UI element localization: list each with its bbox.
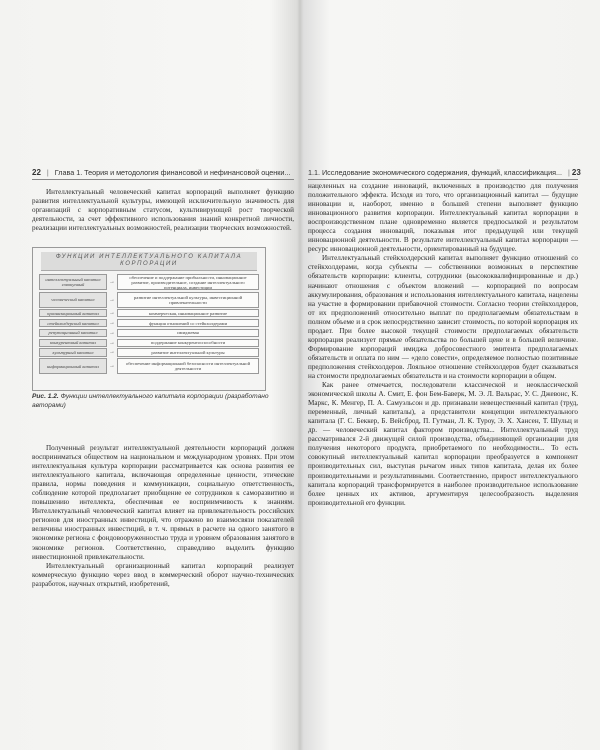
- figure-row-capital: человеческий капитал: [39, 292, 107, 308]
- paragraph: Полученный результат интеллектуальной деятельности корпораций должен восприниматься обществом на национальном и международном уровнях. При этом интеллектуальная культура корпорации рассматривается как основа развития ее интеллектуального капитала, включающая определенные ценности, этические правила, нормы поведения и коммуникации, социальную ответственность, соблюдение которой предполагает приобщение ее сотрудников к саморазвитию и повышению интеллекта, обеспечивая ее восприимчивость к знаниям. Интеллектуальный человеческий капитал влияет на привлекательность российских регионов для иностранных инвестиций, что отражено во взаимосвязи показателей величины иностранных инвестиций, в т. ч. прямых в расчете на одного занятого в экономике региона с фондовооруженностью труда и уровнем образования занятого в экономике регионов. Соответственно, справедливо выделить функцию инвестиционной привлекательности.: [32, 444, 294, 561]
- figure-row: [39, 358, 259, 374]
- figure-row-function: развитие интеллектуальной культуры: [117, 348, 259, 356]
- figure-row-function: имиджевая: [117, 329, 259, 337]
- figure-row-function: обеспечение и поддержание прибыльности, инновационное развитие, производительное, создание интеллектуального потенциала, инвестиции: [117, 274, 259, 290]
- paragraph: Интеллектуальный организационный капитал корпораций реализует коммерческую функцию через ввод в коммерческий оборот научно-технических разработок, научных открытий, изобретений,: [32, 561, 294, 588]
- left-chapter-title: Глава 1. Теория и методология финансовой и нефинансовой оценки...: [54, 167, 291, 177]
- running-head-separator: |: [46, 167, 49, 177]
- paragraph: Как ранее отмечается, последователи классической и неоклассической экономической школы А. Смит, Е. фон Бем-Баверк, М. Э. Л. Вальрас, У. С. Джевонс, К. Маркс, К. Менгер, П. А. Самуэльсон и др. признавали невещественный капитал (труд, переменный, личный капиталы), а представители концепции интеллектуального капитала (Г. С. Беккер, Б. Вейсброд, П. Гутман, Л. К. Туроу, Э. Х. Хансен, Т. Шульц и др. — человеческий капитал фактором производства... Интеллектуальный труд рассматривался 2-й движущей силой производства, объединяющей организации для получения некоторого продукта, приобретаемого по необходимости... То есть совокупный интеллектуальный капитал корпорации преобразуется в компонент производительных сил, выступая рычагом иных типов капитала, делая их более производительными и результативными. Соответственно, прирост интеллектуального капитала корпораций трансформируется в наиболее производительное использование более ценных их активов, аргументируя целесообразность выделения производительной его функции.: [308, 381, 578, 507]
- left-running-head: [32, 165, 294, 180]
- figure-caption-label: Рис. 1.2.: [32, 393, 59, 400]
- figure-row-function: поддержание конкурентоспособности: [117, 339, 259, 347]
- figure-row-function: коммерческая, инновационное развитие: [117, 309, 259, 317]
- paragraph: Интеллектуальный человеческий капитал корпораций выполняет функцию развития интеллектуальной культуры, имеющей исключительную значимость для организаций с корпоративным статусом, культивирующей рост творческой деятельности, за счет эффективного использования знаний конкретной личности, реализации интеллектуальных возможностей, реализации творческих возможностей.: [32, 188, 294, 233]
- figure-caption-text: Функции интеллектуального капитала корпорации (разработано авторами): [32, 393, 269, 409]
- figure-row-capital: культурный капитал: [39, 348, 107, 356]
- arrow-icon: →: [109, 279, 115, 285]
- paragraph: нацеленных на создание инноваций, включенных в производство для получения положительного эффекта. Исходя из того, что организационный капитал — будущие инновации и, наоборот, именно в большей степени выполняет функцию инновационного развития корпорации. Интеллектуальный капитал корпорации в воспроизводственном плане одновременно является предпосылкой и результатом процесса создания инноваций, показывая итог предыдущей или текущей инновационной деятельности. В результате интеллектуальный капитал корпорации — ресурс инновационной деятельности, ориентированный на будущее.: [308, 182, 578, 254]
- figure-row-function: функция отношений со стейкхолдерами: [117, 319, 259, 327]
- left-page-number: 22: [32, 167, 41, 177]
- figure-caption: [32, 393, 294, 410]
- figure-row-capital: репутационный капитал: [39, 329, 107, 337]
- arrow-icon: →: [109, 329, 115, 336]
- figure-row: [39, 329, 259, 337]
- figure-row-capital: конкурентный капитал: [39, 339, 107, 347]
- figure-row-function: обеспечение информационной безопасности интеллектуальной деятельности: [117, 358, 259, 374]
- right-text: [308, 182, 578, 508]
- figure-row-capital: интеллектуальный капитал совокупный: [39, 274, 107, 290]
- figure-row: [39, 319, 259, 327]
- figure-row-capital: информационный капитал: [39, 358, 107, 374]
- left-text-bottom: [32, 444, 294, 589]
- right-page: [300, 0, 600, 750]
- figure-row: [39, 339, 259, 347]
- figure-row-function: развитие интеллектуальной культуры, инвестиционной привлекательности: [117, 292, 259, 308]
- arrow-icon: →: [109, 320, 115, 327]
- arrow-icon: →: [109, 310, 115, 317]
- paragraph: Интеллектуальный стейкхолдерский капитал выполняет функцию отношений со стейкхолдерами, когда субъекты — собственники возможных в перспективе обязательств корпорации: клиенты, сотрудники (высококвалифицированные и др.) начинают отношения с объектом вложений — корпорацией по вопросам аккумулирования, образования и использования интеллектуального капитала, нацелены на участие в формировании прибавочной стоимости. Согласно теории стейкхолдеров, от их предположений относительно выплат по предполагаемым обязательствам в полном объеме и в срок непосредственно зависит стоимость, по которой корпорация их продает. При более высокой текущей стоимости предполагаемых обязательств корпорация реализует прямые обязательства по большей цене и в большей величине. Формирование корпораций имиджа добросовестного эмитента предполагаемых обязательств и оплата по ним — «дело совести», определяемое полностью позитивные предположения стейкхолдеров. Лояльное отношение стейкхолдеров будет сказываться на стоимости предполагаемых обязательств и на стоимости корпорации в общем.: [308, 254, 578, 380]
- right-section-title: 1.1. Исследование экономического содержания, функций, классификация...: [308, 167, 563, 177]
- arrow-icon: →: [109, 363, 115, 370]
- figure-row: [39, 274, 259, 290]
- arrow-icon: →: [109, 349, 115, 356]
- figure-title: ФУНКЦИИ ИНТЕЛЛЕКТУАЛЬНОГО КАПИТАЛА КОРПОРАЦИИ: [41, 252, 257, 271]
- figure-row: [39, 348, 259, 356]
- left-text-top: [32, 188, 294, 233]
- figure-row: [39, 309, 259, 317]
- figure-row: [39, 292, 259, 308]
- functions-figure: [32, 247, 266, 391]
- arrow-icon: →: [109, 339, 115, 346]
- right-page-number: 23: [571, 167, 581, 177]
- figure-row-capital: организационный капитал: [39, 309, 107, 317]
- figure-row-capital: стейкхолдерский капитал: [39, 319, 107, 327]
- right-running-head: [308, 165, 581, 180]
- running-head-separator: |: [568, 167, 570, 177]
- arrow-icon: →: [109, 296, 115, 303]
